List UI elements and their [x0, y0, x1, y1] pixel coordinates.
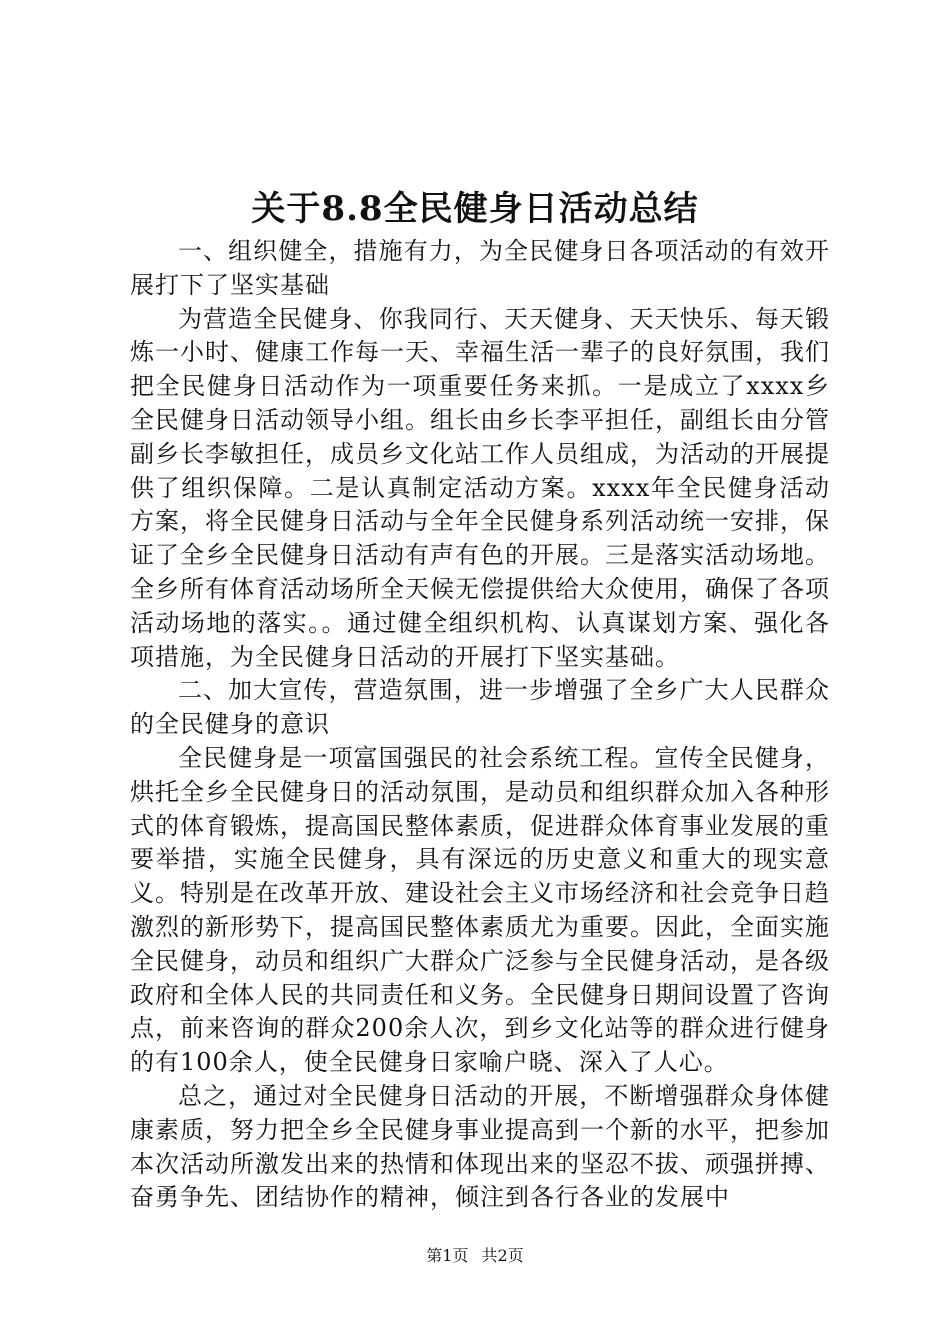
section-heading-1: 一、组织健全，措施有力，为全民健身日各项活动的有效开展打下了坚实基础 [130, 237, 830, 299]
page-total: 共2页 [481, 1246, 524, 1265]
document-body [130, 235, 830, 1215]
body-paragraph-1: 为营造全民健身、你我同行、天天健身、天天快乐、每天锻炼一小时、健康工作每一天、幸福生活一辈子的良好氛围，我们把全民健身日活动作为一项重要任务来抓。一是成立了xxxx乡全民健身日活动领导小组。组长由乡长李平担任，副组长由分管副乡长李敏担任，成员乡文化站工作人员组成，为活动的开展提供了组织保障。二是认真制定活动方案。xxxx年全民健身活动方案，将全民健身日活动与全年全民健身系列活动统一安排，保证了全乡全民健身日活动有声有色的开展。三是落实活动场地。全乡所有体育活动场所全天候无偿提供给大众使用，确保了各项活动场地的落实。。通过健全组织机构、认真谋划方案、强化各项措施，为全民健身日活动的开展打下坚实基础。 [130, 304, 830, 671]
section-heading-2: 二、加大宣传，营造氛围，进一步增强了全乡广大人民群众的全民健身的意识 [130, 676, 830, 739]
page-footer [0, 1245, 950, 1267]
page-number: 第1页 [426, 1246, 469, 1265]
body-paragraph-2: 全民健身是一项富国强民的社会系统工程。宣传全民健身，烘托全乡全民健身日的活动氛围，是动员和组织群众加入各种形式的体育锻炼，提高国民整体素质，促进群众体育事业发展的重要举措，实施全民健身，具有深远的历史意义和重大的现实意义。特别是在改革开放、建设社会主义市场经济和社会竞争日趋激烈的新形势下，提高国民整体素质尤为重要。因此，全面实施全民健身，动员和组织广大群众广泛参与全民健身活动，是各级政府和全体人民的共同责任和义务。全民健身日期间设置了咨询点，前来咨询的群众200余人次，到乡文化站等的群众进行健身的有100余人，使全民健身日家喻户晓、深入了人心。 [130, 743, 830, 1077]
document-title: 关于8.8全民健身日活动总结 [251, 189, 699, 229]
body-paragraph-3: 总之，通过对全民健身日活动的开展，不断增强群众身体健康素质，努力把全乡全民健身事业提高到一个新的水平，把参加本次活动所激发出来的热情和体现出来的坚忍不拔、顽强拼搏、奋勇争先、团结协作的精神，倾注到各行各业的发展中 [130, 1081, 830, 1212]
